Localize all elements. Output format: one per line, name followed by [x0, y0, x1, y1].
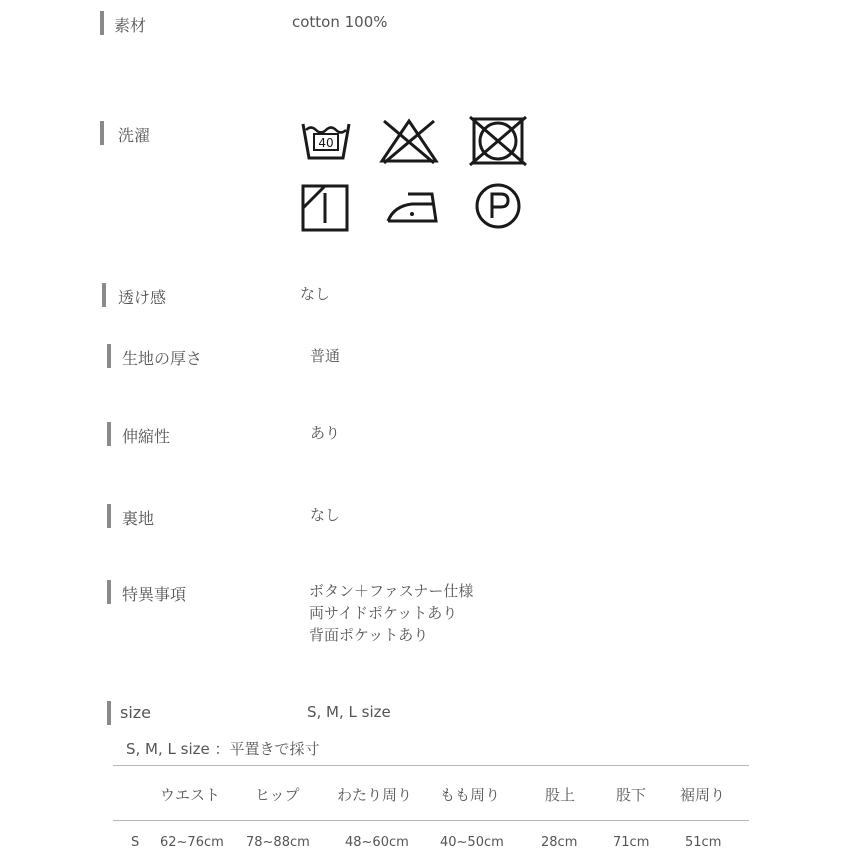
- sheerness-value: なし: [300, 285, 331, 303]
- size-value: S, M, L size: [307, 703, 391, 721]
- cell-inseam: 71cm: [613, 835, 650, 850]
- wash-40-icon: [300, 118, 352, 164]
- line-dry-shade-icon: [300, 183, 350, 233]
- sheerness-label: 透け感: [118, 288, 167, 307]
- no-tumble-dry-icon: [468, 116, 528, 166]
- section-marker: [102, 283, 106, 307]
- material-value: cotton 100%: [292, 13, 388, 31]
- col-header-thigh: もも周り: [440, 786, 501, 804]
- section-marker: [107, 344, 111, 368]
- section-marker: [107, 701, 111, 725]
- notes-line: ボタン＋ファスナー仕様: [309, 582, 474, 600]
- cell-rise: 28cm: [541, 835, 578, 850]
- section-marker: [107, 580, 111, 604]
- section-marker: [107, 422, 111, 446]
- material-label: 素材: [114, 16, 147, 35]
- cell-waist: 62~76cm: [160, 835, 224, 850]
- wash-temperature: 40: [318, 136, 334, 150]
- stretch-label: 伸縮性: [122, 427, 171, 446]
- iron-low-icon: [384, 188, 440, 226]
- cell-hip: 78~88cm: [246, 835, 310, 850]
- size-table-caption: S, M, L size ：平置きで採寸: [126, 740, 320, 758]
- table-divider: [113, 820, 749, 821]
- section-marker: [107, 504, 111, 528]
- lining-label: 裏地: [122, 509, 155, 528]
- col-header-inseam: 股下: [616, 786, 647, 804]
- section-marker: [100, 11, 104, 35]
- thickness-label: 生地の厚さ: [122, 349, 203, 368]
- no-bleach-icon: [378, 117, 440, 165]
- cell-thigh-width: 48~60cm: [345, 835, 409, 850]
- col-header-thigh-width: わたり周り: [337, 786, 413, 804]
- notes-label: 特異事項: [122, 585, 187, 604]
- col-header-waist: ウエスト: [160, 786, 221, 804]
- col-header-rise: 股上: [545, 786, 576, 804]
- col-header-hip: ヒップ: [255, 786, 300, 804]
- thickness-value: 普通: [310, 347, 341, 365]
- section-marker: [100, 121, 104, 145]
- table-divider: [113, 765, 749, 766]
- lining-value: なし: [310, 506, 341, 524]
- col-header-hem: 裾周り: [680, 786, 726, 804]
- dry-clean-p-icon: [474, 182, 522, 230]
- washing-label: 洗濯: [118, 126, 151, 145]
- size-label: size: [120, 703, 152, 722]
- row-size: S: [131, 835, 140, 850]
- cell-thigh: 40~50cm: [440, 835, 504, 850]
- notes-line: 背面ポケットあり: [309, 626, 429, 644]
- stretch-value: あり: [310, 424, 341, 442]
- cell-hem: 51cm: [685, 835, 722, 850]
- notes-line: 両サイドポケットあり: [309, 604, 458, 622]
